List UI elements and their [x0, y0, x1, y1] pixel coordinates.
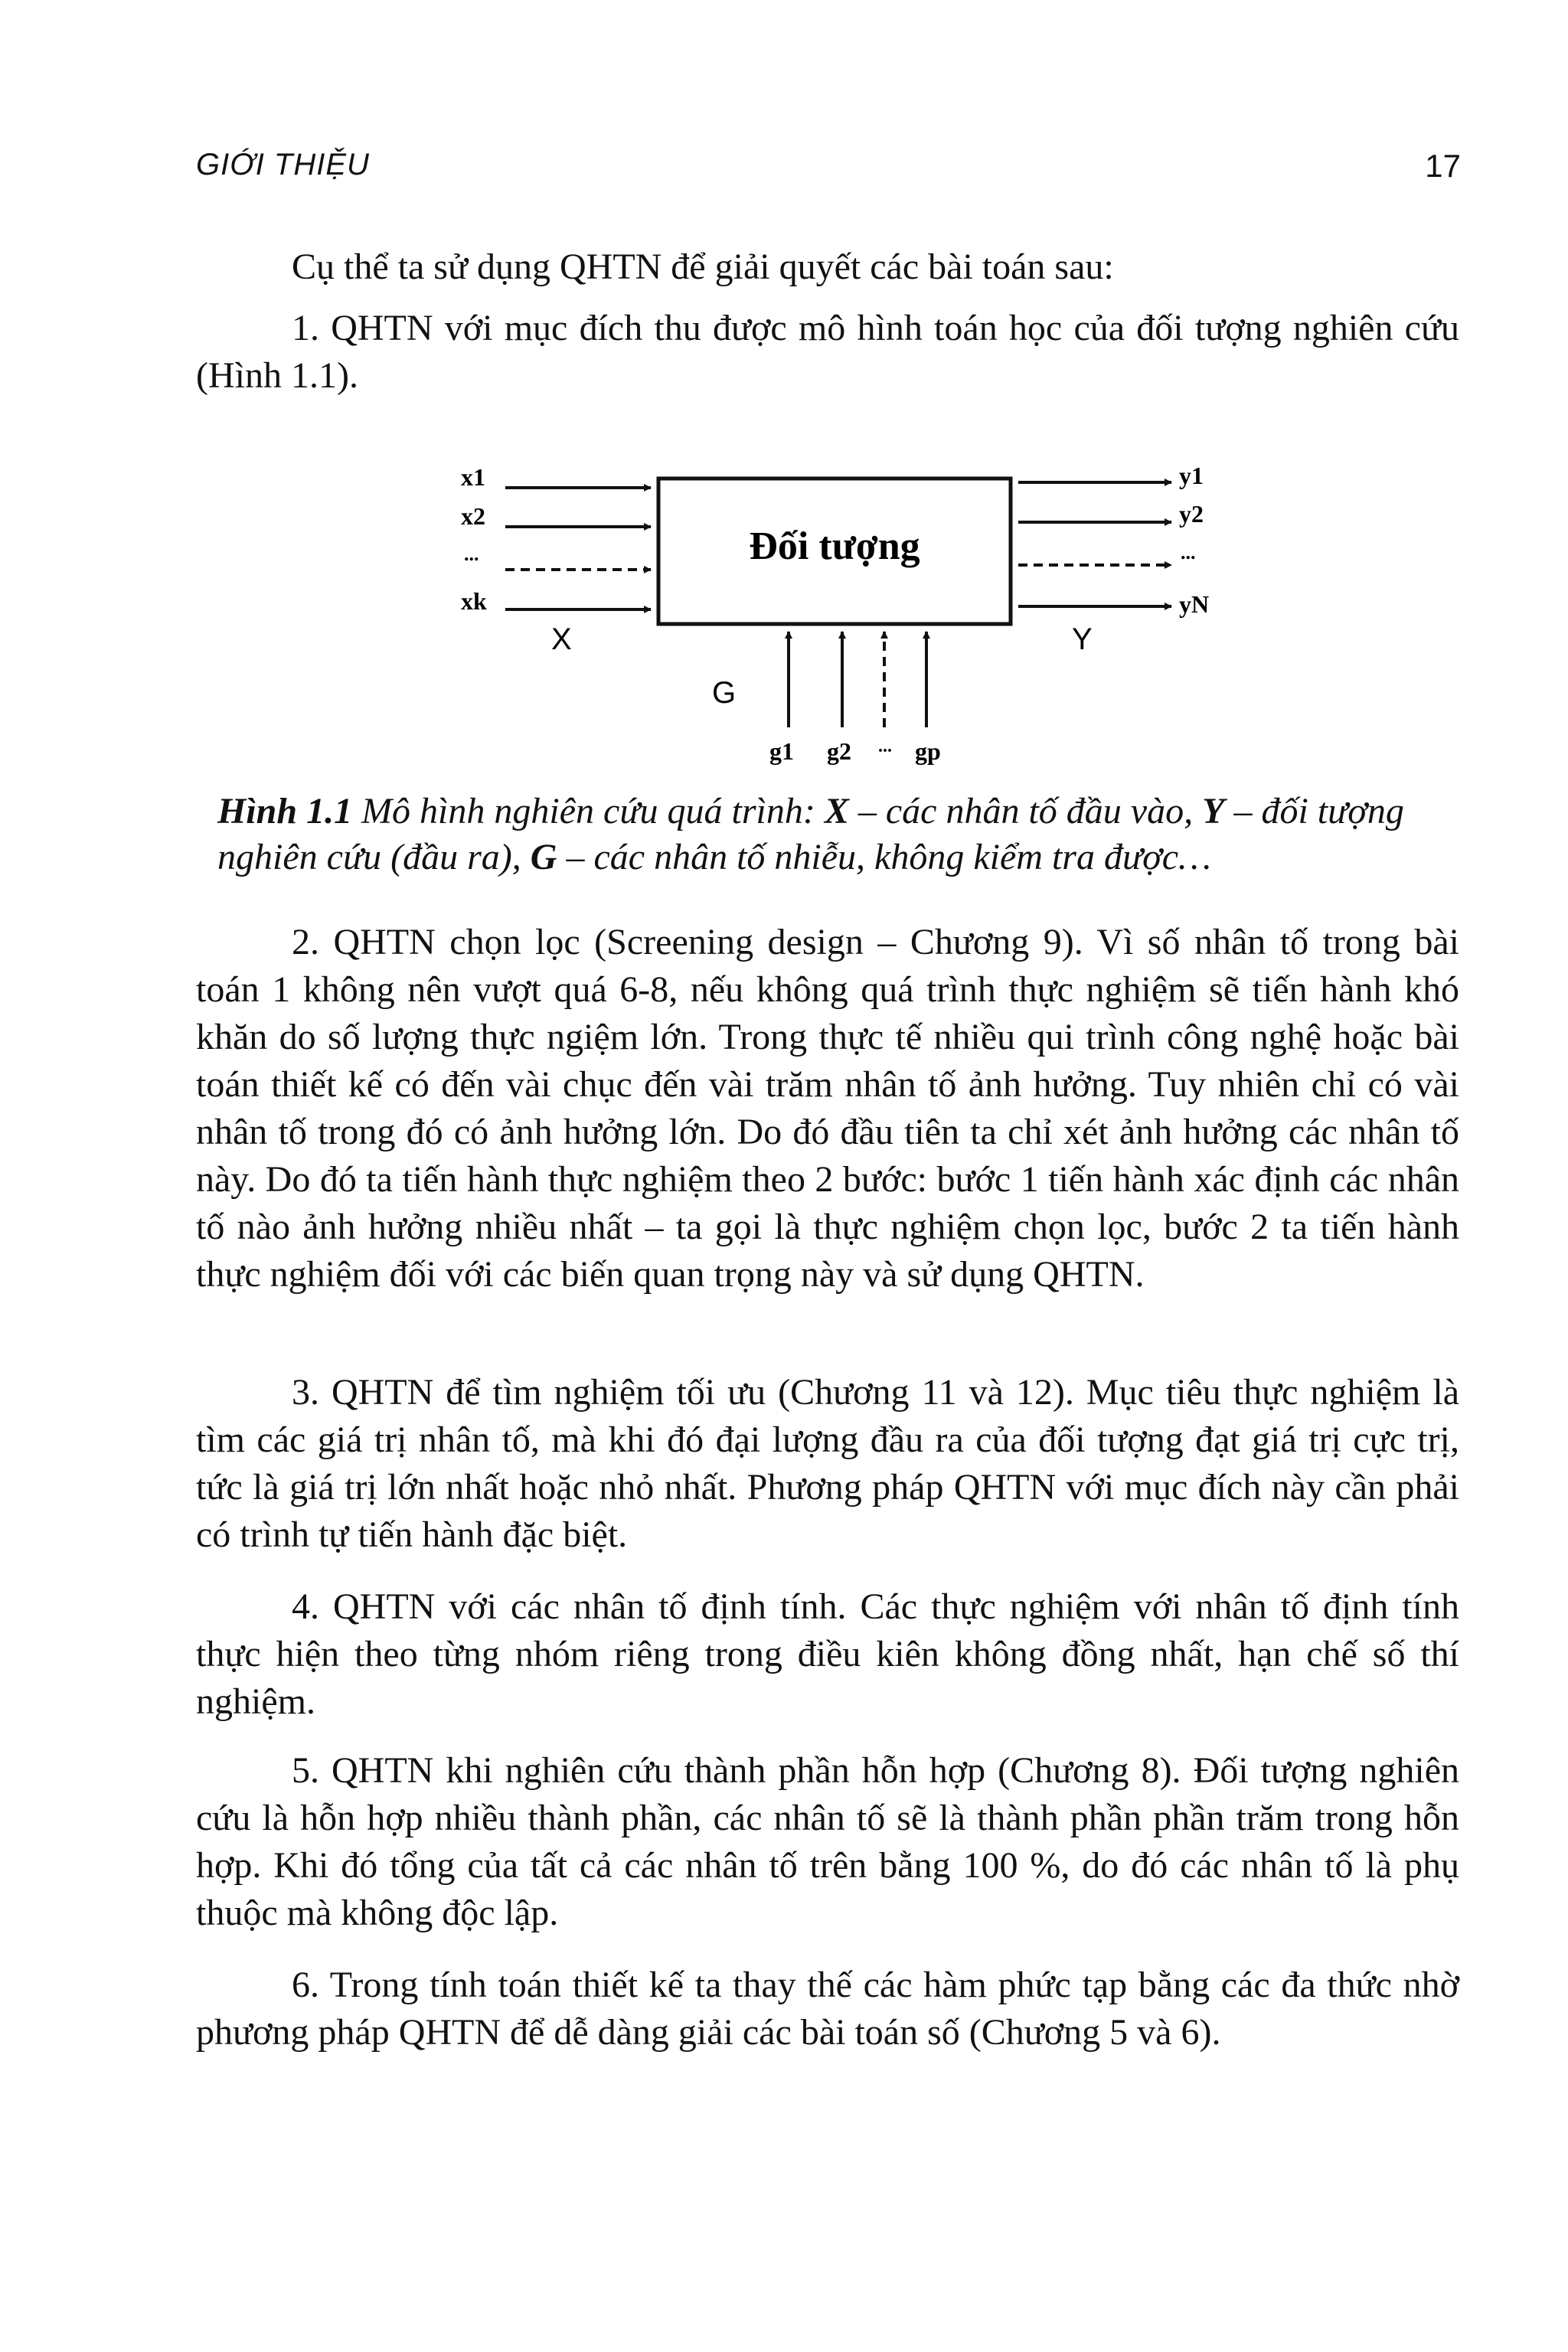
- caption-text-1: Mô hình nghiên cứu quá trình:: [352, 791, 825, 831]
- caption-text-4: – các nhân tố nhiễu, không kiểm tra được…: [557, 837, 1211, 877]
- paragraph-4: 4. QHTN với các nhân tố định tính. Các thực nghiệm với nhân tố định tính thực hiện theo từng nhóm riêng trong điều kiên không đồng nhất, hạn chế số thí nghiệm.: [196, 1586, 1459, 1722]
- input-label-xk: xk: [461, 587, 487, 615]
- paragraph-3: 3. QHTN để tìm nghiệm tối ưu (Chương 11 và 12). Mục tiêu thực nghiệm là tìm các giá trị nhân tố, mà khi đó đại lượng đầu ra của đối tượng đạt giá trị cực trị, tức là giá trị lớn nhất hoặc nhỏ nhất. Phương pháp QHTN với mục đích này cần phải có trình tự tiến hành đặc biệt.: [196, 1372, 1459, 1555]
- noise-label-g1: g1: [769, 737, 794, 765]
- caption-label: Hình 1.1: [217, 791, 353, 831]
- caption-g: G: [530, 837, 557, 877]
- noise-label-gp: gp: [915, 737, 941, 765]
- output-group-label: Y: [1072, 622, 1093, 656]
- input-label-x1: x1: [461, 463, 485, 491]
- paragraph-1: 1. QHTN với mục đích thu được mô hình toán học của đối tượng nghiên cứu (Hình 1.1).: [196, 308, 1459, 396]
- output-label-y1: y1: [1179, 462, 1204, 489]
- object-model-diagram: [444, 459, 1225, 766]
- noise-label-g2: g2: [827, 737, 851, 765]
- figure-caption: [217, 789, 1458, 880]
- output-label-dots: ...: [1181, 541, 1196, 564]
- paragraph-6: 6. Trong tính toán thiết kế ta thay thế các hàm phức tạp bằng các đa thức nhờ phương pháp QHTN để dễ dàng giải các bài toán số (Chương 5 và 6).: [196, 1965, 1459, 2053]
- intro-paragraph: Cụ thể ta sử dụng QHTN để giải quyết các bài toán sau:: [292, 247, 1114, 287]
- caption-y: Y: [1202, 791, 1225, 831]
- noise-group-label: G: [712, 676, 737, 710]
- noise-label-dots: ...: [878, 737, 892, 756]
- output-label-y2: y2: [1179, 500, 1204, 528]
- page-number: 17: [1425, 148, 1461, 184]
- caption-text-3: – đối tượng nghiên cứu (đầu ra),: [217, 791, 1404, 877]
- output-label-yn: yN: [1179, 590, 1210, 618]
- input-label-dots: ...: [464, 543, 479, 565]
- input-group-label: X: [551, 622, 572, 656]
- caption-text-2: – các nhân tố đầu vào,: [848, 791, 1203, 831]
- object-label: Đối tượng: [749, 524, 920, 568]
- input-label-x2: x2: [461, 502, 485, 530]
- running-header-title: GIỚI THIỆU: [196, 148, 370, 181]
- caption-x: X: [824, 791, 849, 831]
- paragraph-5: 5. QHTN khi nghiên cứu thành phần hỗn hợp (Chương 8). Đối tượng nghiên cứu là hỗn hợp nhiều thành phần, các nhân tố sẽ là thành phần phần trăm trong hỗn hợp. Khi đó tổng của tất cả các nhân tố trên bằng 100 %, do đó các nhân tố là phụ thuộc mà không độc lập.: [196, 1750, 1459, 1933]
- paragraph-2: 2. QHTN chọn lọc (Screening design – Chương 9). Vì số nhân tố trong bài toán 1 không nên vượt quá 6-8, nếu không quá trình thực nghiệm sẽ tiến hành khó khăn do số lượng thực ngiệm lớn. Trong thực tế nhiều qui trình công nghệ hoặc bài toán thiết kế có đến vài chục đến vài trăm nhân tố ảnh hưởng. Tuy nhiên chỉ có vài nhân tố trong đó có ảnh hưởng lớn. Do đó đầu tiên ta chỉ xét ảnh hưởng các nhân tố này. Do đó ta tiến hành thực nghiệm theo 2 bước: bước 1 tiến hành xác định các nhân tố nào ảnh hưởng nhiều nhất – ta gọi là thực nghiệm chọn lọc, bước 2 ta tiến hành thực nghiệm đối với các biến quan trọng này và sử dụng QHTN.: [196, 922, 1459, 1295]
